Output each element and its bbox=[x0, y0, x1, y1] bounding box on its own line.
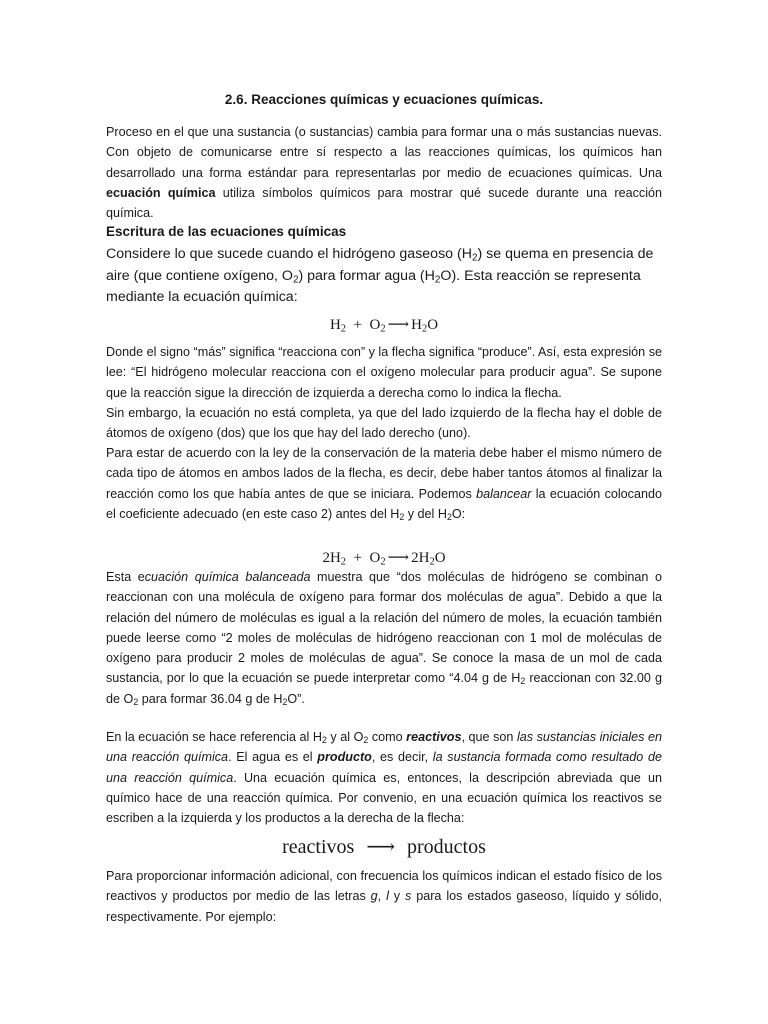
reactivos-sub-1: 2 bbox=[321, 735, 327, 746]
balanceada-sub-2: 2 bbox=[133, 696, 139, 707]
consider-sub-2: 2 bbox=[292, 274, 299, 286]
reactivos-text-4: , que son bbox=[461, 730, 517, 744]
balanceada-sub-3: 2 bbox=[282, 696, 288, 707]
page-title: 2.6. Reacciones químicas y ecuaciones químicas. bbox=[224, 92, 544, 107]
eq1-h: H bbox=[329, 317, 341, 333]
balanceada-text-2: muestra que “dos moléculas de hidrógeno se combinan o reaccionan con una molécula de oxígeno para formar dos moléculas de agua”. Debido a que la relación del número de moléculas es igual a la relación del número de moles, la ecuación también puede leerse como “2 moles de moléculas de hidrógeno reaccionan con 1 mol de moléculas de oxígeno para producir 2 moles de moléculas de agua”. Se conoce la masa de un mol de cada sustancia, por lo que la ecuación se puede interpretar como “4.04 g de H bbox=[106, 570, 662, 686]
eq1-o-sub: 2 bbox=[380, 323, 386, 335]
para-estar-text-1: Para estar de acuerdo con la ley de la conservación de la materia debe haber el mismo número de cada tipo de átomos en ambos lados de la flecha, es decir, debe haber tantos átomos al finalizar la reacción como los que había antes de que se iniciara. Podemos bbox=[106, 446, 662, 501]
consider-paragraph bbox=[106, 244, 662, 309]
para-estar-italic: balancear bbox=[476, 486, 532, 501]
donde-paragraph: Donde el signo “más” significa “reacciona con” y la flecha significa “produce”. Así, esta expresión se lee: “El hidrógeno molecular reacciona con el oxígeno molecular para producir agua”. Se supone que la reacción sigue la dirección de izquierda a derecha como lo indica la flecha. bbox=[106, 345, 662, 400]
reactivos-definition: las sustancias iniciales en una reacción química bbox=[106, 730, 662, 765]
eq2-2h2o-tail: O bbox=[434, 550, 446, 566]
estado-text-3: y bbox=[388, 889, 405, 904]
reactivos-text-1: En la ecuación se hace referencia al H bbox=[106, 730, 322, 744]
estado-s: s bbox=[405, 889, 412, 904]
reactivos-paragraph bbox=[106, 727, 662, 828]
estado-paragraph bbox=[106, 866, 662, 927]
reactivos-term: reactivos bbox=[406, 730, 462, 744]
consider-text-3: ) para formar agua (H bbox=[298, 267, 435, 284]
reaction-arrow-icon: ⟶ bbox=[387, 550, 410, 566]
reactivos-text-6: , es decir, bbox=[371, 750, 433, 765]
eq3-productos: productos bbox=[406, 836, 486, 858]
estado-l: l bbox=[386, 889, 389, 904]
eq2-plus: + bbox=[353, 550, 362, 566]
estado-g: g bbox=[370, 889, 378, 904]
reaction-arrow-icon: ⟶ bbox=[387, 317, 410, 333]
eq2-2h2o-sub: 2 bbox=[429, 556, 435, 568]
para-estar-paragraph bbox=[106, 443, 662, 524]
eq1-plus: + bbox=[353, 317, 362, 333]
producto-term: producto bbox=[317, 750, 372, 765]
intro-text: Proceso en el que una sustancia (o sustancias) cambia para formar una o más sustancias nuevas. Con objeto de comunicarse entre sí respecto a las reacciones químicas, los químicos han desarrollado una forma estándar para representarlas por medio de ecuaciones químicas. Una bbox=[106, 125, 662, 180]
para-estar-text-3: y del H bbox=[404, 506, 447, 521]
eq1-o: O bbox=[369, 317, 381, 333]
eq3-reactivos: reactivos bbox=[282, 836, 355, 858]
para-estar-text-4: O: bbox=[451, 506, 466, 521]
consider-text-1: Considere lo que sucede cuando el hidrógeno gaseoso (H bbox=[106, 246, 472, 262]
eq2-2h2o: 2H bbox=[411, 550, 430, 566]
balanceada-text-3: reaccionan con 32.00 g de O bbox=[106, 671, 662, 706]
estado-text-1: Para proporcionar información adicional, con frecuencia los químicos indican el estado físico de los reactivos y productos por medio de las letras bbox=[106, 869, 662, 904]
eq1-rhs: H bbox=[411, 317, 422, 333]
intro-text-end: utiliza símbolos químicos para mostrar qué sucede durante una reacción química. bbox=[106, 185, 663, 221]
balanceada-sub-1: 2 bbox=[520, 676, 526, 687]
reactivos-text-3: como bbox=[368, 730, 407, 744]
equation-reactivos-productos bbox=[0, 834, 768, 859]
equation-balanced bbox=[0, 548, 768, 567]
eq2-o: O bbox=[369, 550, 381, 566]
consider-text-2: ) se quema en presencia de aire (que contiene oxígeno, O bbox=[106, 246, 654, 284]
consider-text-4: O). Esta reacción se representa mediante la ecuación química: bbox=[106, 267, 641, 306]
intro-paragraph bbox=[106, 122, 662, 223]
reactivos-text-2: y al O bbox=[326, 730, 364, 744]
para-estar-text-2: la ecuación colocando el coeficiente adecuado (en este caso 2) antes del H bbox=[106, 486, 662, 521]
para-estar-sub-1: 2 bbox=[399, 512, 405, 523]
reactivos-sub-2: 2 bbox=[363, 735, 369, 746]
equation-unbalanced bbox=[0, 315, 768, 334]
eq2-2h: 2H bbox=[322, 550, 341, 566]
eq1-h-sub: 2 bbox=[340, 323, 347, 335]
consider-sub-1: 2 bbox=[471, 252, 478, 264]
reaction-arrow-icon: ⟶ bbox=[366, 836, 395, 858]
eq1-rhs-sub: 2 bbox=[421, 323, 428, 335]
balanceada-text-4: para formar 36.04 g de H bbox=[138, 691, 283, 706]
balanceada-text-5: O”. bbox=[287, 691, 305, 706]
reactivos-text-7: . Una ecuación química es, entonces, la descripción abreviada que un químico hace de una reacción química. Por convenio, en una ecuación química los reactivos se escriben a la izquierda y los productos a la derecha de la flecha: bbox=[106, 770, 662, 826]
balanceada-paragraph bbox=[106, 567, 662, 709]
producto-definition: la sustancia formada como resultado de una reacción química bbox=[106, 750, 662, 785]
balanceada-italic: cuación química balanceada bbox=[144, 570, 311, 584]
balanceada-text-1: Esta e bbox=[106, 570, 145, 584]
para-estar-sub-2: 2 bbox=[446, 512, 452, 523]
consider-sub-3: 2 bbox=[434, 274, 441, 286]
estado-text-2: , bbox=[377, 889, 387, 904]
eq1-rhs-tail: O bbox=[427, 317, 439, 333]
section-heading: Escritura de las ecuaciones químicas bbox=[106, 224, 347, 239]
eq2-2h-sub: 2 bbox=[340, 556, 347, 568]
eq2-o-sub: 2 bbox=[380, 556, 386, 568]
reactivos-text-5: . El agua es el bbox=[228, 750, 318, 765]
intro-bold-term: ecuación química bbox=[106, 185, 216, 200]
estado-text-4: para los estados gaseoso, líquido y sólido, respectivamente. Por ejemplo: bbox=[106, 889, 662, 924]
sin-embargo-paragraph: Sin embargo, la ecuación no está completa, ya que del lado izquierdo de la flecha hay el doble de átomos de oxígeno (dos) que los que hay del lado derecho (uno). bbox=[106, 406, 662, 441]
